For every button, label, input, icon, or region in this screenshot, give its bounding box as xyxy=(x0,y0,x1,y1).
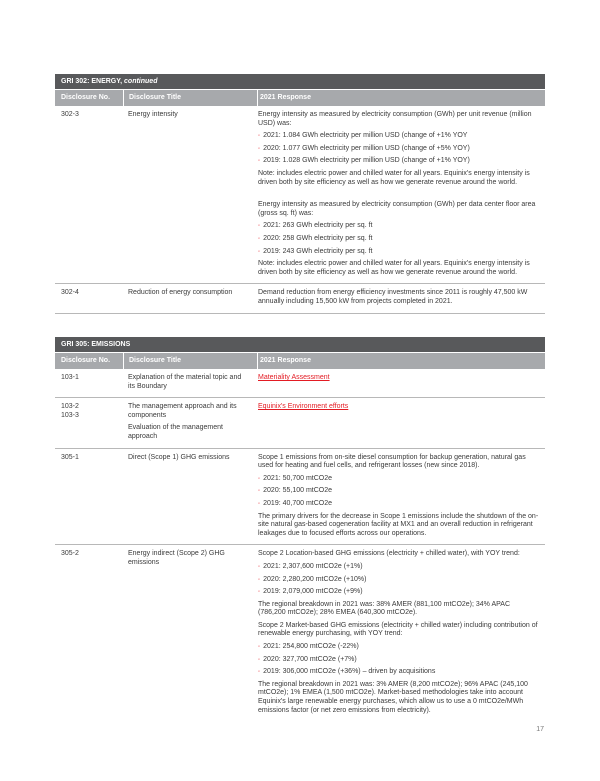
disclosure-no: 103-2 103-3 xyxy=(61,403,79,419)
list-item: ◦ 2019: 1.028 GWh electricity per million USD (change of +1% YOY) xyxy=(258,157,470,165)
list-item: ◦ 2021: 50,700 mtCO2e xyxy=(258,474,333,482)
disclosure-title: Explanation of the material topic and its Boundary xyxy=(128,374,242,390)
materiality-assessment-link[interactable]: Materiality Assessment xyxy=(258,374,330,381)
bullet-list xyxy=(258,563,539,597)
col-header-disclosure-title: Disclosure Title xyxy=(124,353,258,369)
list-item: ◦ 2020: 327,700 mtCO2e (+7%) xyxy=(258,655,357,663)
list-item: ◦ 2021: 263 GWh electricity per sq. ft xyxy=(258,222,373,230)
bullet-icon: ◦ xyxy=(258,500,261,507)
response: Energy intensity as measured by electricity consumption (GWh) per unit revenue (million USD) was: ◦ 2021: 1.084 GWh electricity per million USD (change of +1% YOY ◦ 2020: 1.077 GWh electricity per million USD (change of +5% YOY) ◦ 2019: 1.028 GWh electricity per million USD (change of +1% YOY) Note: includes electric power and chilled water for all years. Equinix's energy intensity is driven both by site efficiency as well as how we generate revenue around the world. Energy intensity as measured by electricity consumption (GWh) per data center floor area (gross sq. ft) was: ◦ 2021: 263 GWh electricity per sq. ft ◦ 2020: 258 GWh electricity per sq. ft ◦ 2019: 243 GWh electricity per sq. ft Note: includes electric power and chilled water for all years. Equinix's energy intensity is driven both by site efficiency as well as how we generate revenue around the world. xyxy=(256,111,545,277)
bullet-icon: ◦ xyxy=(258,158,261,165)
list-item: ◦ 2020: 1.077 GWh electricity per million USD (change of +5% YOY) xyxy=(258,144,470,152)
col-header-response: 2021 Response xyxy=(260,357,311,364)
bullet-icon: ◦ xyxy=(258,644,261,651)
disclosure-title: Reduction of energy consumption xyxy=(128,289,233,297)
page-number: 17 xyxy=(536,726,544,733)
list-item: ◦ 2019: 243 GWh electricity per sq. ft xyxy=(258,247,373,255)
disclosure-no: 302-3 xyxy=(61,111,79,118)
energy-header-row xyxy=(55,89,545,106)
disclosure-title: Energy intensity xyxy=(128,111,178,118)
bullet-icon: ◦ xyxy=(258,589,261,596)
emissions-table xyxy=(55,337,545,721)
list-item: ◦ 2019: 306,000 mtCO2e (+36%) – driven by acquisitions xyxy=(258,668,436,676)
col-header-disclosure-no: Disclosure No. xyxy=(55,90,124,106)
bullet-list xyxy=(258,643,539,677)
list-item: ◦ 2020: 2,280,200 mtCO2e (+10%) xyxy=(258,575,367,583)
bullet-icon: ◦ xyxy=(258,656,261,663)
col-header-response: 2021 Response xyxy=(260,94,311,101)
response: Scope 1 emissions from on-site diesel consumption for backup generation, natural gas used for heating and fuel cells, and refrigerant losses (new since 2018). ◦ 2021: 50,700 mtCO2e ◦ 2020: 55,100 mtCO2e ◦ 2019: 40,700 mtCO2e The primary drivers for the decrease in Scope 1 emissions include the shutdown of the on-site natural gas-based cogeneration facility at MX1 and an overall reduction in refrigerant leakages due to focused efforts across our operations. xyxy=(258,453,539,537)
bullet-icon: ◦ xyxy=(258,223,261,230)
response xyxy=(256,403,545,441)
disclosure-no: 305-1 xyxy=(61,453,79,461)
list-item: ◦ 2020: 55,100 mtCO2e xyxy=(258,487,333,495)
bullet-list xyxy=(258,222,539,256)
energy-table xyxy=(55,74,545,314)
disclosure-title: The management approach and its components Evaluation of the management approach xyxy=(128,403,237,440)
bullet-list xyxy=(258,132,539,166)
bullet-icon: ◦ xyxy=(258,235,261,242)
emissions-header-row xyxy=(55,352,545,369)
list-item: ◦ 2021: 1.084 GWh electricity per million USD (change of +1% YOY xyxy=(258,132,468,140)
list-item: ◦ 2021: 2,307,600 mtCO2e (+1%) xyxy=(258,562,363,570)
table-row xyxy=(55,398,545,448)
response: Scope 2 Location-based GHG emissions (electricity + chilled water), with YOY trend: ◦ 2021: 2,307,600 mtCO2e (+1%) ◦ 2020: 2,280,200 mtCO2e (+10%) ◦ 2019: 2,079,000 mtCO2e (+9%) The regional breakdown in 2021 was: 38% AMER (881,100 mtCO2e); 34% APAC (786,200 mtCO2e); 28% EMEA (640,300 mtCO2e). Scope 2 Market-based GHG emissions (electricity + chilled water) including contribution of renewable energy purchasing, with YOY trend: ◦ 2021: 254,800 mtCO2e (-22%) ◦ 2020: 327,700 mtCO2e (+7%) ◦ 2019: 306,000 mtCO2e (+36%) – driven by acquisitions The regional breakdown in 2021 was: 3% AMER (8,200 mtCO2e); 96% APAC (245,100 mtCO2e); 1% EMEA (1,500 mtCO2e). Market-based methodologies take into account Equinix's large renewable energy purchases, which allow us to use a 0 mtCO2e/MWh emissions factor (or net zero emissions from electricity). xyxy=(258,550,538,714)
disclosure-no: 302-4 xyxy=(61,289,79,297)
disclosure-title: Direct (Scope 1) GHG emissions xyxy=(128,453,230,461)
bullet-list xyxy=(258,475,539,509)
table-row xyxy=(55,449,545,546)
bullet-icon: ◦ xyxy=(258,488,261,495)
environment-efforts-link[interactable]: Equinix's Environment efforts xyxy=(258,403,349,411)
bullet-icon: ◦ xyxy=(258,563,261,570)
disclosure-no: 305-2 xyxy=(61,550,79,558)
table-row xyxy=(55,284,545,313)
table-row xyxy=(55,369,545,398)
bullet-icon: ◦ xyxy=(258,248,261,255)
list-item: ◦ 2020: 258 GWh electricity per sq. ft xyxy=(258,234,373,242)
energy-section-title: GRI 302: ENERGY, continued xyxy=(55,74,545,89)
disclosure-no: 103-1 xyxy=(61,374,79,381)
bullet-icon: ◦ xyxy=(258,475,261,482)
table-row xyxy=(55,106,545,284)
disclosure-title: Energy indirect (Scope 2) GHG emissions xyxy=(128,550,225,566)
col-header-disclosure-title: Disclosure Title xyxy=(124,90,258,106)
emissions-section-title: GRI 305: EMISSIONS xyxy=(55,337,545,352)
table-row xyxy=(55,545,545,721)
response xyxy=(256,374,545,391)
response: Demand reduction from energy efficiency investments since 2011 is roughly 47,500 kW annually including 15,500 kW from projects completed in 2021. xyxy=(258,289,528,305)
col-header-disclosure-no: Disclosure No. xyxy=(55,353,124,369)
list-item: ◦ 2021: 254,800 mtCO2e (-22%) xyxy=(258,643,359,651)
list-item: ◦ 2019: 40,700 mtCO2e xyxy=(258,499,333,507)
bullet-icon: ◦ xyxy=(258,576,261,583)
bullet-icon: ◦ xyxy=(258,669,261,676)
bullet-icon: ◦ xyxy=(258,133,261,140)
list-item: ◦ 2019: 2,079,000 mtCO2e (+9%) xyxy=(258,588,363,596)
bullet-icon: ◦ xyxy=(258,145,261,152)
